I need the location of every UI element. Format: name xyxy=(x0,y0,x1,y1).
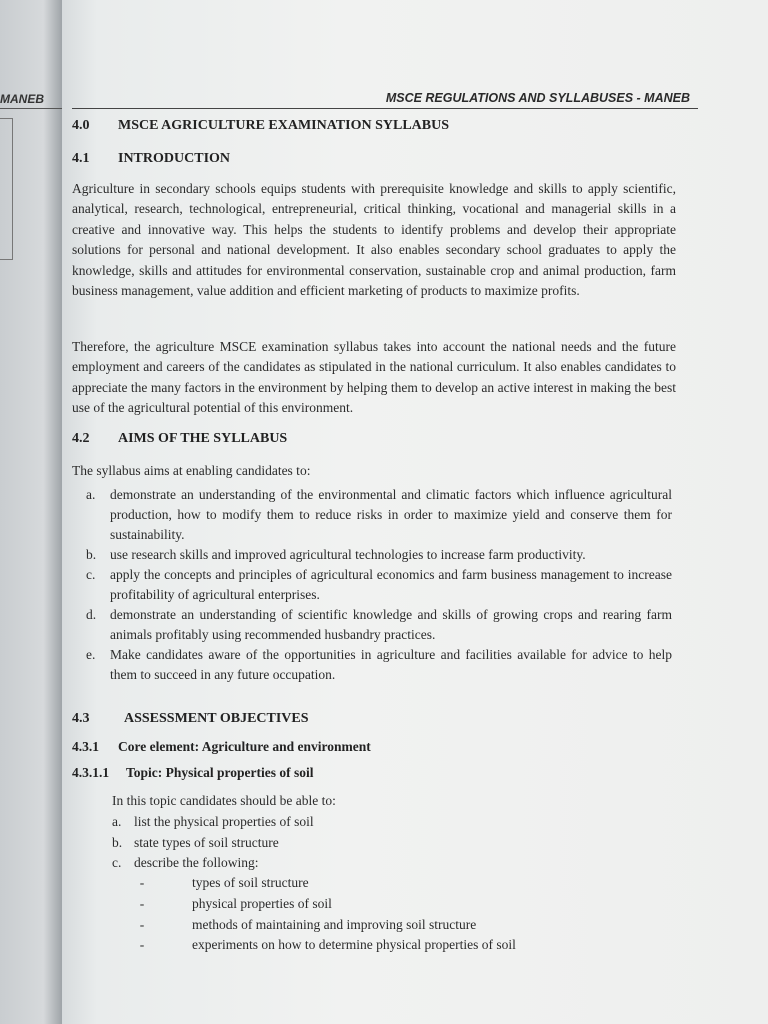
list-item xyxy=(72,565,672,605)
list-text: physical properties of soil xyxy=(192,895,332,911)
list-marker: - xyxy=(139,916,145,932)
list-marker: c. xyxy=(86,567,96,582)
heading-number: 4.1 xyxy=(72,151,90,166)
heading-number: 4.0 xyxy=(72,118,90,133)
list-marker: a. xyxy=(112,814,122,829)
heading-4-3 xyxy=(72,711,309,727)
list-text: demonstrate an understanding of the environmental and climatic factors which influence agricultural production, how to modify them to reduce risks in order to maximize yield and conserve them for sustainability. xyxy=(110,487,672,542)
heading-number: 4.3 xyxy=(72,711,90,726)
list-text: list the physical properties of soil xyxy=(134,814,314,829)
adjacent-page-rule xyxy=(0,108,62,109)
topic-lead: In this topic candidates should be able to: xyxy=(112,793,336,808)
adjacent-page-edge xyxy=(0,0,62,1024)
list-marker: d. xyxy=(86,607,97,622)
heading-text: Topic: Physical properties of soil xyxy=(126,765,314,780)
adjacent-page-header: MANEB xyxy=(0,92,44,106)
heading-4-3-1 xyxy=(72,739,371,755)
heading-text: Core element: Agriculture and environment xyxy=(118,739,371,754)
heading-text: AIMS OF THE SYLLABUS xyxy=(118,431,288,446)
running-header: MSCE REGULATIONS AND SYLLABUSES - MANEB xyxy=(385,91,690,105)
list-text: apply the concepts and principles of agricultural economics and farm business management to increase profitability of agricultural enterprises. xyxy=(110,567,672,602)
list-text: types of soil structure xyxy=(192,875,309,890)
list-marker: - xyxy=(139,875,145,890)
intro-paragraph-2: Therefore, the agriculture MSCE examination syllabus takes into account the national needs and the future employment and careers of the candidates as stipulated in the national curriculum. It also enables candidates to appreciate the many factors in the environment by helping them to develop an active interest in making the best use of the agricultural potential of this environment. xyxy=(72,339,676,416)
list-item xyxy=(72,645,672,685)
list-marker: b. xyxy=(112,834,123,850)
intro-paragraph-1: Agriculture in secondary schools equips students with prerequisite knowledge and skills to apply scientific, analytical, research, technological, entrepreneurial, critical thinking, vocational and managerial skills in a creative and innovative way. This helps the students to identify problems and develop their appropriate solutions for personal and national development. It also enables secondary school graduates to apply the knowledge, skills and attitudes for environmental conservation, sustainable crop and animal production, farm business management, value addition and efficient marketing of products to maximize profits. xyxy=(72,181,676,299)
list-item xyxy=(132,935,516,956)
list-item xyxy=(132,873,516,894)
header-rule xyxy=(72,108,698,109)
list-text: methods of maintaining and improving soil structure xyxy=(192,916,477,932)
document-page xyxy=(62,0,768,1024)
list-marker: - xyxy=(139,937,145,953)
list-marker: a. xyxy=(86,487,96,502)
heading-4-3-1-1 xyxy=(72,765,314,781)
heading-4-2 xyxy=(72,431,287,447)
list-item xyxy=(132,894,516,915)
heading-4-1 xyxy=(72,151,230,167)
list-text: describe the following: xyxy=(134,855,259,870)
list-item xyxy=(72,485,672,545)
adjacent-page-box xyxy=(0,118,13,260)
heading-text: INTRODUCTION xyxy=(118,151,231,166)
list-text: state types of soil structure xyxy=(134,834,279,850)
list-marker: c. xyxy=(112,855,122,870)
list-item xyxy=(72,545,672,565)
heading-number: 4.3.1.1 xyxy=(72,765,110,780)
list-item xyxy=(112,853,314,874)
heading-number: 4.2 xyxy=(72,431,90,446)
list-item xyxy=(112,833,314,854)
list-text: Make candidates aware of the opportunities in agriculture and facilities available for advice to help them to succeed in any future occupation. xyxy=(110,647,672,682)
aims-lead: The syllabus aims at enabling candidates to: xyxy=(72,463,311,478)
list-item xyxy=(112,812,314,833)
list-text: demonstrate an understanding of scientific knowledge and skills of growing crops and rearing farm animals profitably using recommended husbandry practices. xyxy=(110,607,672,642)
heading-text: MSCE AGRICULTURE EXAMINATION SYLLABUS xyxy=(118,118,450,133)
list-marker: e. xyxy=(86,647,96,662)
aims-list xyxy=(72,485,672,685)
heading-number: 4.3.1 xyxy=(72,739,99,754)
describe-sublist xyxy=(132,873,516,956)
topic-objectives-list xyxy=(112,812,314,874)
list-text: use research skills and improved agricultural technologies to increase farm productivity. xyxy=(110,547,586,562)
list-text: experiments on how to determine physical properties of soil xyxy=(192,937,516,953)
list-marker: b. xyxy=(86,547,97,562)
heading-text: ASSESSMENT OBJECTIVES xyxy=(124,711,309,726)
list-marker: - xyxy=(139,895,145,911)
list-item xyxy=(72,605,672,645)
list-item xyxy=(132,915,516,936)
heading-4-0 xyxy=(72,118,449,134)
